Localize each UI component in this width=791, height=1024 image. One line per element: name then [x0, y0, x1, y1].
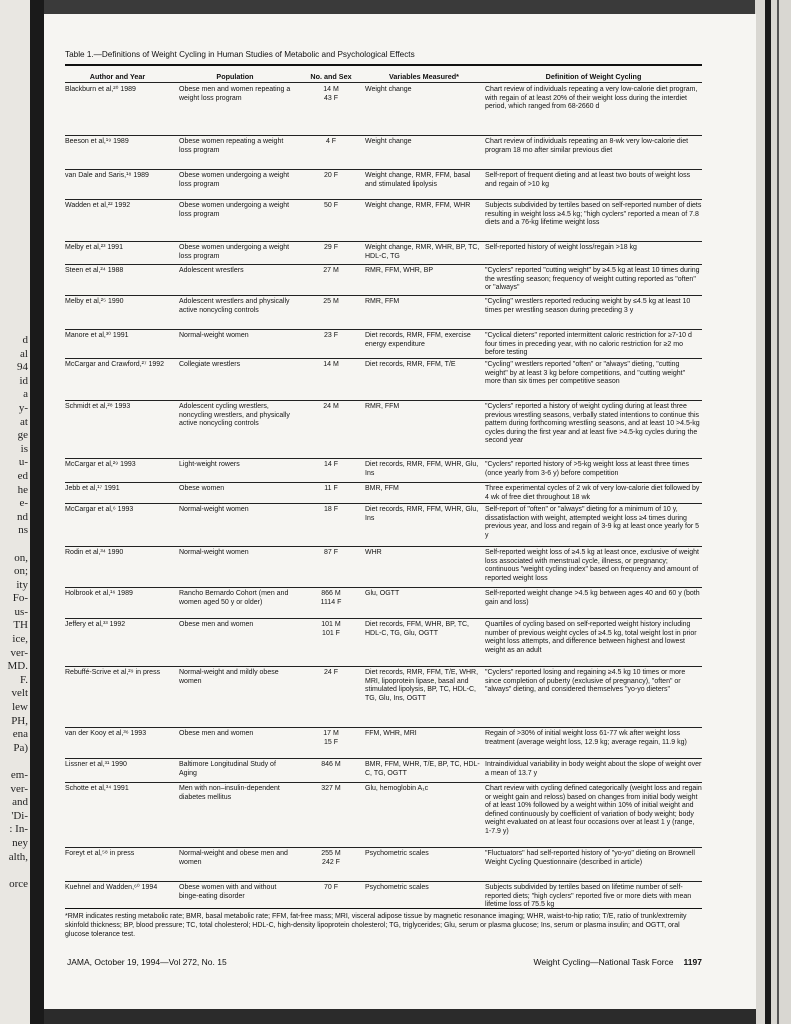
next-page-edge	[755, 0, 791, 1024]
cell-variables: Diet records, RMR, FFM, WHR, Glu, Ins	[365, 461, 479, 477]
margin-text-line: at	[20, 415, 28, 428]
margin-text-line: ver-	[10, 646, 28, 659]
row-divider	[65, 135, 702, 136]
header-variables: Variables Measured*	[389, 72, 459, 81]
row-divider	[65, 169, 702, 170]
margin-text-line: alth,	[8, 850, 28, 863]
page-number: 1197	[683, 957, 702, 967]
page-edge-line	[765, 0, 771, 1024]
cell-population: Light-weight rowers	[179, 461, 240, 468]
cell-author: Jebb et al,¹⁷ 1991	[65, 485, 120, 492]
margin-text-line: ice,	[12, 633, 28, 646]
margin-text-line: nd	[17, 510, 28, 523]
table-top-rule	[65, 64, 702, 66]
cell-definition: "Cyclers" reported "cutting weight" by ≥4.5 kg at least 10 times during the wrestling season; frequency of weight cutting reported as "often" or "always"	[485, 267, 700, 292]
document-page	[44, 14, 756, 1009]
margin-text-line: ed	[17, 469, 28, 482]
cell-population: Adolescent wrestlers	[179, 267, 244, 274]
cell-variables: Weight change, RMR, FFM, WHR	[365, 202, 471, 209]
cell-author: Jeffery et al,³³ 1992	[65, 621, 126, 628]
row-divider	[65, 847, 702, 848]
row-divider	[65, 264, 702, 265]
cell-population: Collegiate wrestlers	[179, 361, 241, 368]
cell-variables: RMR, FFM	[365, 298, 400, 305]
cell-no-sex: 4 F	[325, 138, 337, 145]
cell-variables: Diet records, RMR, FFM, T/E	[365, 361, 456, 368]
cell-no-sex: 327 M	[321, 785, 341, 792]
cell-no-sex: 101 M 101 F	[321, 621, 341, 637]
row-divider	[65, 400, 702, 401]
margin-text-line: y-	[18, 401, 28, 414]
cell-definition: Subjects subdivided by tertiles based on lifetime number of self-reported diets; "high cyclers" reported five or more diets with mean lifetime loss of 75.5 kg	[485, 884, 692, 909]
cell-author: Steen et al,²⁴ 1988	[65, 267, 124, 274]
cell-no-sex: 11 F	[324, 485, 338, 492]
cell-definition: "Fluctuators" had self-reported history of "yo-yo" dieting on Brownell Weight Cycling Questionnaire (described in article)	[485, 850, 695, 866]
cell-definition: Self-report of frequent dieting and at least two bouts of weight loss and regain of >10 kg	[485, 172, 691, 188]
cell-no-sex: 50 F	[323, 202, 338, 209]
margin-text-line: MD.	[7, 660, 28, 673]
cell-no-sex: 14 F	[323, 461, 338, 468]
row-divider	[65, 618, 702, 619]
cell-no-sex: 70 F	[323, 884, 338, 891]
margin-text-line: ver-	[10, 782, 28, 795]
cell-population: Adolescent cycling wrestlers, noncycling wrestlers, and physically active noncycling controls	[179, 403, 290, 428]
cell-variables: Diet records, RMR, FFM, exercise energy expenditure	[365, 332, 471, 348]
cell-population: Normal-weight women	[179, 549, 249, 556]
row-divider	[65, 503, 702, 504]
cell-no-sex: 87 F	[323, 549, 338, 556]
cell-variables: Weight change	[365, 86, 412, 93]
margin-text-line: he	[17, 483, 28, 496]
cell-definition: Self-reported weight change >4.5 kg between ages 40 and 60 y (both gain and loss)	[485, 590, 700, 606]
cell-no-sex: 24 M	[323, 403, 339, 410]
margin-text-line	[2, 538, 28, 552]
margin-text-line	[2, 755, 28, 769]
margin-text-line: is	[20, 442, 28, 455]
cell-population: Obese women	[179, 485, 225, 492]
cell-definition: Self-reported history of weight loss/regain >18 kg	[485, 244, 637, 251]
cell-definition: Self-report of "often" or "always" dieting for a minimum of 10 y, dissatisfaction with weight, attempted weight loss ≥4 times during previous year, and loss and regain of 3-9 kg at least once yearly for 5 y	[485, 506, 700, 539]
margin-text-line: a	[23, 388, 28, 401]
row-divider	[65, 666, 702, 667]
margin-text-line: u-	[18, 456, 28, 469]
cell-variables: Psychometric scales	[365, 884, 429, 891]
margin-text-line: ity	[16, 578, 28, 591]
cell-variables: RMR, FFM, WHR, BP	[365, 267, 434, 274]
margin-text-line: : In-	[9, 823, 28, 836]
cell-population: Obese women undergoing a weight loss program	[179, 244, 290, 260]
row-divider	[65, 727, 702, 728]
cell-author: McCargar and Crawford,²⁷ 1992	[65, 361, 165, 368]
margin-text-line: PH,	[11, 714, 28, 727]
cell-author: Lissner et al,³¹ 1990	[65, 761, 127, 768]
cell-variables: RMR, FFM	[365, 403, 400, 410]
cell-variables: Diet records, RMR, FFM, T/E, WHR, MRI, lipoprotein lipase, basal and stimulated lipolysis, BP, TC, HDL-C, TG, Glu, Ins, OGTT	[365, 669, 479, 702]
cell-author: van der Kooy et al,³⁶ 1993	[65, 730, 147, 737]
cell-author: Manore et al,³⁰ 1991	[65, 332, 129, 339]
table-title: Table 1.—Definitions of Weight Cycling in Human Studies of Metabolic and Psychological Effects	[65, 50, 415, 59]
cell-population: Obese women with and without binge-eating disorder	[179, 884, 277, 900]
cell-definition: Intraindividual variability in body weight about the slope of weight over a mean of 13.7 y	[485, 761, 702, 777]
row-divider	[65, 458, 702, 459]
cell-population: Normal-weight women	[179, 506, 249, 513]
running-title: Weight Cycling—National Task Force	[533, 957, 674, 967]
margin-text-line	[2, 864, 28, 878]
cell-population: Normal-weight and obese men and women	[179, 850, 288, 866]
cell-author: van Dale and Saris,¹⁸ 1989	[65, 172, 149, 179]
cell-population: Obese men and women	[179, 730, 254, 737]
scan-bottom-band	[44, 1009, 756, 1024]
row-divider	[65, 758, 702, 759]
cell-author: McCargar et al,²⁹ 1993	[65, 461, 136, 468]
header-author: Author and Year	[89, 72, 146, 81]
margin-text-line: us-	[14, 605, 28, 618]
cell-definition: Regain of >30% of initial weight loss 61-77 wk after weight loss treatment (average weight loss, 12.9 kg; average regain, 11.9 kg)	[485, 730, 687, 746]
cell-definition: Quartiles of cycling based on self-reported weight history including number of previous weight cycles of ≥4.5 kg, total weight lost in prior weight loss attempts, and difference between highest and lowest weight as an adult	[485, 621, 697, 654]
row-divider	[65, 295, 702, 296]
cell-author: Schotte et al,³⁴ 1991	[65, 785, 129, 792]
cell-definition: "Cyclers" reported history of >5-kg weight loss at least three times (once yearly from 3-6 y) before competition	[485, 461, 689, 477]
margin-text-line: orce	[9, 877, 28, 890]
cell-author: Rebuffé-Scrive et al,²⁹ in press	[65, 669, 161, 676]
page-edge-line-thin	[777, 0, 779, 1024]
cell-no-sex: 846 M	[321, 761, 341, 768]
margin-text-line: ena	[12, 728, 28, 741]
cell-author: Blackburn et al,²⁰ 1989	[65, 86, 136, 93]
row-divider	[65, 782, 702, 783]
cell-definition: Self-reported weight loss of ≥4.5 kg at least once, exclusive of weight loss associated with menstrual cycle, illness, or pregnancy; continuous "weight cycling index" based on frequency and amount of reported weight loss	[485, 549, 699, 582]
cell-definition: "Cycling" wrestlers reported "often" or "always" dieting, "cutting weight" by at least 3 kg before competitions, and "cutting weight" more than six times per competitive season	[485, 361, 686, 386]
margin-text-line: Fo-	[12, 592, 28, 605]
cell-author: McCargar et al,⁶ 1993	[65, 506, 134, 513]
cell-population: Obese men and women repeating a weight loss program	[179, 86, 291, 102]
margin-text-line: ns	[18, 524, 28, 537]
row-divider	[65, 329, 702, 330]
cell-population: Baltimore Longitudinal Study of Aging	[179, 761, 276, 777]
cell-author: Foreyt et al,⁵⁸ in press	[65, 850, 135, 857]
cell-variables: BMR, FFM	[365, 485, 399, 492]
cell-variables: BMR, FFM, WHR, T/E, BP, TC, HDL-C, TG, OGTT	[365, 761, 480, 777]
cell-author: Schmidt et al,²⁸ 1993	[65, 403, 131, 410]
page-gutter	[30, 0, 44, 1024]
row-divider	[65, 546, 702, 547]
cell-variables: FFM, WHR, MRI	[365, 730, 417, 737]
cell-no-sex: 17 M 15 F	[323, 730, 339, 746]
cell-definition: "Cyclers" reported a history of weight cycling during at least three previous wrestling seasons, verbally stated intentions to continue this pattern during forthcoming wrestling seasons, and at least 10 >4.5-kg cycles during the first year and at least five >4.5-kg cycles during the second year	[485, 403, 700, 445]
cell-variables: WHR	[365, 549, 382, 556]
cell-population: Adolescent wrestlers and physically active noncycling controls	[179, 298, 290, 314]
cell-definition: Chart review of individuals repeating a very low-calorie diet program, with regain of at least 20% of their weight loss during the interdiet period, which ranged from 68-2660 d	[485, 86, 698, 111]
header-no-sex: No. and Sex	[310, 72, 352, 81]
cell-population: Men with non–insulin-dependent diabetes mellitus	[179, 785, 280, 801]
cell-population: Normal-weight and mildly obese women	[179, 669, 279, 685]
table-footnote: *RMR indicates resting metabolic rate; BMR, basal metabolic rate; FFM, fat-free mass; MRI, visceral adipose tissue by magnetic resonance imaging; WHR, waist-to-hip ratio; T/E, ratio of trunk/extremity skinfold thickness; BP, blood pressure; TC, total cholesterol; HDL-C, high-density lipoprotein cholesterol; TG, triglycerides; Glu, serum or plasma glucose; Ins, serum or plasma insulin; and OGTT, oral glucose tolerance test.	[65, 913, 687, 938]
cell-population: Obese women repeating a weight loss program	[179, 138, 284, 154]
cell-population: Rancho Bernardo Cohort (men and women aged 50 y or older)	[179, 590, 289, 606]
margin-text-line: id	[19, 374, 28, 387]
cell-definition: Chart review of individuals repeating an 8-wk very low-calorie diet program 18 mo after similar previous diet	[485, 138, 689, 154]
margin-text-line: 'Di-	[11, 809, 28, 822]
margin-text-line: 94	[17, 361, 28, 374]
header-definition: Definition of Weight Cycling	[545, 72, 642, 81]
cell-author: Holbrook et al,¹⁶ 1989	[65, 590, 133, 597]
cell-population: Normal-weight women	[179, 332, 249, 339]
cell-variables: Glu, OGTT	[365, 590, 400, 597]
margin-text-line: F.	[20, 673, 28, 686]
cell-no-sex: 255 M 242 F	[321, 850, 341, 866]
cell-definition: "Cycling" wrestlers reported reducing weight by ≤4.5 kg at least 10 times per wrestling season during preceding 3 y	[485, 298, 691, 314]
cell-no-sex: 23 F	[323, 332, 338, 339]
cell-definition: Three experimental cycles of 2 wk of very low-calorie diet followed by 4 wk of free diet throughout 18 wk	[485, 485, 700, 501]
margin-text-line: em-	[10, 769, 28, 781]
cell-no-sex: 24 F	[323, 669, 338, 676]
row-divider	[65, 587, 702, 588]
margin-text-line: al	[20, 347, 28, 360]
header-population: Population	[216, 72, 254, 81]
cell-variables: Weight change, RMR, FFM, basal and stimulated lipolysis	[365, 172, 471, 188]
cell-author: Kuehnel and Wadden,⁶⁰ 1994	[65, 884, 158, 891]
margin-text-line: d	[22, 334, 28, 346]
journal-citation: JAMA, October 19, 1994—Vol 272, No. 15	[67, 957, 227, 967]
margin-text-line: lew	[12, 701, 28, 714]
cell-no-sex: 14 M	[323, 361, 339, 368]
cell-no-sex: 27 M	[323, 267, 339, 274]
running-footer	[534, 957, 702, 967]
margin-text-line: ge	[17, 429, 28, 442]
cell-author: Wadden et al,²² 1992	[65, 202, 131, 209]
row-divider	[65, 241, 702, 242]
cell-population: Obese women undergoing a weight loss program	[179, 202, 290, 218]
cell-variables: Diet records, RMR, FFM, WHR, Glu, Ins	[365, 506, 479, 522]
cell-definition: Chart review with cycling defined categorically (weight loss and regain or weight gain and reloss) based on changes from initial body weight of at least 10% followed by a weight within 10% of initial weight and defined continuously by coefficient of variation of body weight; body weight evaluated on at least four occasions over at least 1 y (range, 1-7.9 y)	[485, 785, 702, 835]
previous-page-edge	[0, 0, 44, 1024]
previous-page-margin-text	[2, 334, 28, 891]
cell-no-sex: 18 F	[323, 506, 338, 513]
row-divider	[65, 482, 702, 483]
cell-variables: Weight change, RMR, WHR, BP, TC, HDL-C, TG	[365, 244, 480, 260]
margin-text-line: ney	[12, 836, 28, 849]
cell-variables: Glu, hemoglobin A₁c	[365, 785, 429, 792]
table-bottom-rule	[65, 908, 702, 909]
cell-author: Melby et al,²³ 1991	[65, 244, 123, 251]
margin-text-line: Pa)	[13, 741, 28, 754]
cell-definition: "Cyclical dieters" reported intermittent caloric restriction for ≥7-10 d four times in preceding year, with no caloric restriction for ≥2 mo before testing	[485, 332, 692, 357]
margin-text-line: velt	[11, 687, 28, 700]
cell-no-sex: 14 M 43 F	[323, 86, 339, 102]
cell-no-sex: 25 M	[323, 298, 339, 305]
margin-text-line: on;	[13, 565, 28, 578]
margin-text-line: e-	[19, 497, 28, 510]
cell-variables: Psychometric scales	[365, 850, 429, 857]
cell-author: Beeson et al,¹⁹ 1989	[65, 138, 129, 145]
cell-author: Melby et al,²⁵ 1990	[65, 298, 124, 305]
cell-population: Obese women undergoing a weight loss program	[179, 172, 290, 188]
cell-population: Obese men and women	[179, 621, 254, 628]
cell-author: Rodin et al,³⁴ 1990	[65, 549, 124, 556]
row-divider	[65, 881, 702, 882]
cell-variables: Weight change	[365, 138, 412, 145]
cell-no-sex: 29 F	[323, 244, 338, 251]
cell-no-sex: 20 F	[323, 172, 338, 179]
header-rule	[65, 82, 702, 83]
margin-text-line: and	[12, 796, 28, 809]
row-divider	[65, 199, 702, 200]
cell-definition: Subjects subdivided by tertiles based on self-reported number of diets resulting in weight loss ≥4.5 kg; "high cyclers" reported a mean of 7.8 diets and a 76-kg lifetime weight loss	[485, 202, 702, 227]
cell-definition: "Cyclers" reported losing and regaining ≥4.5 kg 10 times or more since completion of puberty (exclusive of pregnancy), "often" or "always" dieting, and considered themselves "yo-yo dieters"	[485, 669, 686, 694]
row-divider	[65, 358, 702, 359]
cell-variables: Diet records, FFM, WHR, BP, TC, HDL-C, TG, Glu, OGTT	[365, 621, 469, 637]
cell-no-sex: 866 M 1114 F	[320, 590, 342, 606]
margin-text-line: TH	[13, 619, 28, 632]
margin-text-line: on,	[14, 551, 28, 564]
